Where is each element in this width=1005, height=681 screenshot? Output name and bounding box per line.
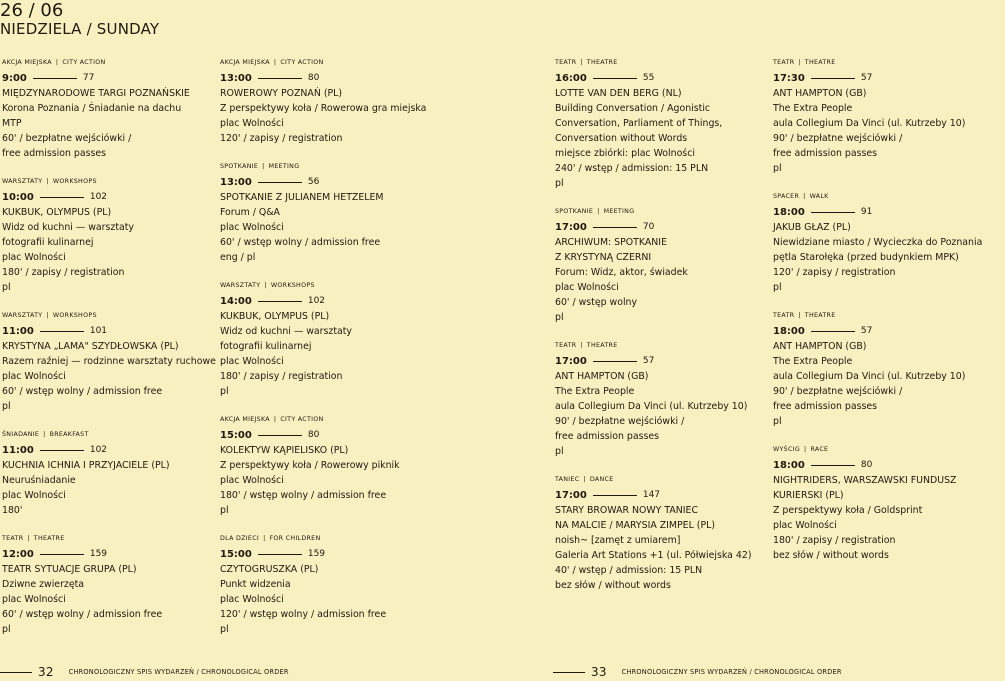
event-line: bez słów / without words (555, 580, 671, 591)
event-gap (220, 518, 452, 533)
event-line: 180' / zapisy / registration (2, 267, 125, 278)
page-header (0, 0, 159, 37)
event-line: pl (773, 163, 782, 174)
event-time-row (555, 220, 787, 235)
event-time: 17:00 (555, 222, 587, 233)
category-pl: TEATR (2, 535, 24, 542)
event-line: Widz od kuchni — warsztaty (220, 326, 352, 337)
event-line: free admission passes (555, 431, 660, 442)
footer-title: CHRONOLOGICZNY SPIS WYDARZEŃ / CHRONOLOGICAL ORDER (68, 668, 289, 676)
category-en: WORKSHOPS (52, 178, 97, 185)
event-line: pl (220, 386, 229, 397)
event-time-row (220, 175, 452, 190)
event-line: 60' / wstęp wolny / admission free (2, 386, 163, 397)
category-separator: | (273, 416, 277, 423)
category-pl: TANIEC (555, 476, 580, 483)
footer-rule (0, 672, 32, 673)
category-pl: SPACER (773, 193, 800, 200)
event-number: 77 (82, 73, 95, 83)
event-line: free admission passes (773, 401, 878, 412)
event-category (2, 533, 234, 547)
event-gap (773, 176, 1005, 191)
event-line: Forum / Q&A (220, 207, 280, 218)
event-line: plac Wolności (773, 520, 837, 531)
event-line: The Extra People (555, 386, 635, 397)
event-line: pl (555, 178, 564, 189)
time-dash (33, 78, 77, 79)
event-line: Z perspektywy koła / Rowerowy piknik (220, 460, 400, 471)
category-en: MEETING (268, 163, 300, 170)
event-line: plac Wolności (220, 594, 284, 605)
event-line: 60' / wstęp wolny (555, 297, 638, 308)
event-category (220, 533, 452, 547)
time-dash (258, 554, 302, 555)
event-line: free admission passes (773, 148, 878, 159)
event-time-row (773, 458, 1005, 473)
event-line: Z KRYSTYNĄ CZERNI (555, 252, 652, 263)
event-category (2, 429, 234, 443)
event-time: 17:30 (773, 73, 805, 84)
event-time-row (2, 547, 234, 562)
event-line: CZYTOGRUSZKA (PL) (220, 564, 319, 575)
event-time-row (220, 294, 452, 309)
time-dash (40, 331, 84, 332)
event-gap (773, 295, 1005, 310)
event-line: SPOTKANIE Z JULIANEM HETZELEM (220, 192, 384, 203)
category-pl: DLA DZIECI (220, 535, 260, 542)
event-time: 13:00 (220, 73, 252, 84)
event-line: NIGHTRIDERS, WARSZAWSKI FUNDUSZ (773, 475, 957, 486)
event-line: LOTTE VAN DEN BERG (NL) (555, 88, 682, 99)
event-line: plac Wolności (2, 252, 66, 263)
event-line: bez słów / without words (773, 550, 889, 561)
time-dash (40, 554, 84, 555)
event-line: 90' / bezpłatne wejściówki / (555, 416, 685, 427)
event-time: 11:00 (2, 445, 34, 456)
event-line: Widz od kuchni — warsztaty (2, 222, 134, 233)
event-line: pl (220, 624, 229, 635)
event-line: ANT HAMPTON (GB) (773, 341, 867, 352)
event-line: KUCHNIA ICHNIA I PRZYJACIELE (PL) (2, 460, 170, 471)
event-line: pl (2, 624, 11, 635)
category-separator: | (263, 535, 266, 542)
event-line: KUKBUK, OLYMPUS (PL) (220, 311, 330, 322)
category-en: WORKSHOPS (270, 282, 315, 289)
event-gap (220, 265, 452, 280)
event-line: MIĘDZYNARODOWE TARGI POZNAŃSKIE (2, 88, 190, 99)
event-line: MTP (2, 118, 22, 129)
category-pl: TEATR (555, 342, 577, 349)
event-number: 91 (860, 207, 873, 217)
time-dash (811, 212, 855, 213)
category-separator: | (580, 59, 583, 66)
time-dash (811, 78, 855, 79)
category-pl: WARSZTATY (220, 282, 261, 289)
event-time-row (2, 443, 234, 458)
schedule-column-3 (555, 57, 787, 593)
event-number: 159 (307, 549, 326, 559)
time-dash (811, 331, 855, 332)
category-separator: | (262, 163, 265, 170)
schedule-column-1 (2, 57, 234, 637)
event-line: Z perspektywy koła / Rowerowa gra miejska (220, 103, 427, 114)
event-time: 13:00 (220, 177, 252, 188)
event-time: 17:00 (555, 356, 587, 367)
event-line: 180' (2, 505, 23, 516)
event-time-row (220, 428, 452, 443)
event-category (773, 310, 1005, 324)
event-line: Korona Poznania / Śniadanie na dachu (2, 103, 182, 114)
event-category (220, 280, 452, 294)
event-line: pętla Starołęka (przed budynkiem MPK) (773, 252, 959, 263)
event-line: 90' / bezpłatne wejściówki / (773, 386, 903, 397)
event-line: fotografii kulinarnej (2, 237, 94, 248)
category-en: FOR CHILDREN (269, 535, 321, 542)
event-category (773, 444, 1005, 458)
event-time: 18:00 (773, 207, 805, 218)
category-separator: | (580, 342, 583, 349)
event-time: 10:00 (2, 192, 34, 203)
event-number: 102 (89, 192, 108, 202)
event-category (2, 310, 234, 324)
event-line: aula Collegium Da Vinci (ul. Kutrzeby 10) (773, 118, 966, 129)
event-line: Building Conversation / Agonistic (555, 103, 711, 114)
event-line: 90' / bezpłatne wejściówki / (773, 133, 903, 144)
footer-rule (553, 672, 585, 673)
event-time: 9:00 (2, 73, 27, 84)
event-line: aula Collegium Da Vinci (ul. Kutrzeby 10) (773, 371, 966, 382)
event-line: pl (2, 282, 11, 293)
event-number: 102 (89, 445, 108, 455)
event-line: plac Wolności (220, 222, 284, 233)
category-pl: AKCJA MIEJSKA (220, 416, 270, 423)
time-dash (258, 78, 302, 79)
category-separator: | (27, 535, 30, 542)
event-line: NA MALCIE / MARYSIA ZIMPEL (PL) (555, 520, 715, 531)
event-number: 80 (307, 430, 320, 440)
event-gap (2, 295, 234, 310)
category-pl: AKCJA MIEJSKA (2, 59, 52, 66)
event-category (555, 57, 787, 71)
event-time-row (773, 324, 1005, 339)
event-number: 55 (642, 73, 655, 83)
event-gap (220, 146, 452, 161)
event-line: plac Wolności (2, 490, 66, 501)
category-en: THEATRE (586, 59, 618, 66)
category-pl: WARSZTATY (2, 178, 43, 185)
event-line: 180' / wstęp wolny / admission free (220, 490, 387, 501)
event-line: Dziwne zwierzęta (2, 579, 85, 590)
event-gap (773, 429, 1005, 444)
category-pl: AKCJA MIEJSKA (220, 59, 270, 66)
event-gap (2, 414, 234, 429)
category-separator: | (583, 476, 586, 483)
event-category (220, 161, 452, 175)
time-dash (593, 78, 637, 79)
event-category (2, 57, 234, 71)
event-gap (220, 399, 452, 414)
category-pl: ŚNIADANIE (2, 431, 40, 438)
event-line: Razem raźniej — rodzinne warsztaty ruchowe (2, 356, 216, 367)
event-line: noish~ [zamęt z umiarem] (555, 535, 681, 546)
event-line: The Extra People (773, 103, 853, 114)
event-line: plac Wolności (2, 371, 66, 382)
event-time-row (555, 354, 787, 369)
category-pl: TEATR (773, 59, 795, 66)
event-time-row (2, 71, 234, 86)
page-footer-right (553, 664, 842, 680)
event-line: plac Wolności (555, 282, 619, 293)
event-number: 102 (307, 296, 326, 306)
category-separator: | (43, 431, 46, 438)
event-number: 56 (307, 177, 320, 187)
time-dash (258, 435, 302, 436)
category-en: THEATRE (33, 535, 65, 542)
event-line: KURIERSKI (PL) (773, 490, 844, 501)
category-separator: | (46, 312, 49, 319)
event-gap (2, 518, 234, 533)
event-line: pl (773, 416, 782, 427)
event-line: STARY BROWAR NOWY TANIEC (555, 505, 698, 516)
event-time: 17:00 (555, 490, 587, 501)
category-en: CITY ACTION (280, 59, 324, 66)
time-dash (811, 465, 855, 466)
category-pl: WARSZTATY (2, 312, 43, 319)
event-line: Conversation without Words (555, 133, 688, 144)
category-pl: TEATR (555, 59, 577, 66)
event-line: TEATR SYTUACJE GRUPA (PL) (2, 564, 137, 575)
category-en: THEATRE (804, 59, 836, 66)
event-number: 80 (860, 460, 873, 470)
category-en: THEATRE (586, 342, 618, 349)
event-line: ARCHIWUM: SPOTKANIE (555, 237, 667, 248)
event-line: pl (2, 401, 11, 412)
page-number: 33 (591, 665, 607, 679)
day-heading: NIEDZIELA / SUNDAY (0, 20, 160, 38)
event-line: Galeria Art Stations +1 (ul. Półwiejska 42) (555, 550, 752, 561)
event-line: 60' / bezpłatne wejściówki / (2, 133, 132, 144)
event-category (555, 474, 787, 488)
event-number: 57 (860, 73, 873, 83)
event-line: 40' / wstęp / admission: 15 PLN (555, 565, 703, 576)
event-line: 240' / wstęp / admission: 15 PLN (555, 163, 709, 174)
event-number: 57 (642, 356, 655, 366)
event-gap (555, 459, 787, 474)
category-pl: SPOTKANIE (555, 208, 594, 215)
event-line: JAKUB GŁAZ (PL) (773, 222, 851, 233)
event-line: ROWEROWY POZNAŃ (PL) (220, 88, 343, 99)
category-separator: | (803, 193, 806, 200)
event-time: 14:00 (220, 296, 252, 307)
event-gap (555, 191, 787, 206)
event-time-row (555, 71, 787, 86)
event-time-row (555, 488, 787, 503)
event-line: plac Wolności (220, 118, 284, 129)
category-en: CITY ACTION (280, 416, 324, 423)
event-category (773, 57, 1005, 71)
category-separator: | (798, 312, 801, 319)
category-en: THEATRE (804, 312, 836, 319)
event-time-row (220, 71, 452, 86)
event-time: 15:00 (220, 430, 252, 441)
event-time: 16:00 (555, 73, 587, 84)
category-en: CITY ACTION (62, 59, 106, 66)
footer-title: CHRONOLOGICZNY SPIS WYDARZEŃ / CHRONOLOGICAL ORDER (621, 668, 842, 676)
event-line: pl (220, 505, 229, 516)
time-dash (258, 301, 302, 302)
event-line: Forum: Widz, aktor, świadek (555, 267, 688, 278)
event-line: pl (555, 312, 564, 323)
category-separator: | (273, 59, 277, 66)
event-line: 60' / wstęp wolny / admission free (2, 609, 163, 620)
event-line: plac Wolności (2, 594, 66, 605)
event-time: 15:00 (220, 549, 252, 560)
event-line: 120' / wstęp wolny / admission free (220, 609, 387, 620)
event-line: ANT HAMPTON (GB) (555, 371, 649, 382)
category-en: WALK (809, 193, 829, 200)
category-separator: | (597, 208, 600, 215)
event-line: Niewidziane miasto / Wycieczka do Poznania (773, 237, 983, 248)
event-time: 12:00 (2, 549, 34, 560)
category-pl: TEATR (773, 312, 795, 319)
event-line: 120' / zapisy / registration (220, 133, 343, 144)
event-time: 11:00 (2, 326, 34, 337)
event-line: 180' / zapisy / registration (773, 535, 896, 546)
category-pl: SPOTKANIE (220, 163, 259, 170)
event-line: Punkt widzenia (220, 579, 291, 590)
event-category (773, 191, 1005, 205)
event-line: fotografii kulinarnej (220, 341, 312, 352)
category-separator: | (264, 282, 267, 289)
category-en: MEETING (603, 208, 635, 215)
event-number: 80 (307, 73, 320, 83)
event-category (555, 340, 787, 354)
page-footer-left (0, 664, 289, 680)
event-line: 120' / zapisy / registration (773, 267, 896, 278)
category-en: BREAKFAST (49, 431, 89, 438)
event-number: 101 (89, 326, 108, 336)
event-number: 70 (642, 222, 655, 232)
time-dash (258, 182, 302, 183)
category-en: WORKSHOPS (52, 312, 97, 319)
category-separator: | (798, 59, 801, 66)
event-line: pl (555, 446, 564, 457)
category-separator: | (55, 59, 59, 66)
event-time-row (2, 324, 234, 339)
event-time-row (2, 190, 234, 205)
category-en: DANCE (589, 476, 614, 483)
time-dash (40, 197, 84, 198)
event-line: 180' / zapisy / registration (220, 371, 343, 382)
event-number: 159 (89, 549, 108, 559)
time-dash (40, 450, 84, 451)
event-line: 60' / wstęp wolny / admission free (220, 237, 381, 248)
event-line: ANT HAMPTON (GB) (773, 88, 867, 99)
event-category (555, 206, 787, 220)
time-dash (593, 361, 637, 362)
event-number: 57 (860, 326, 873, 336)
time-dash (593, 227, 637, 228)
event-line: plac Wolności (220, 475, 284, 486)
event-line: eng / pl (220, 252, 256, 263)
event-category (220, 57, 452, 71)
schedule-column-4 (773, 57, 1005, 563)
category-pl: WYŚCIG (773, 446, 801, 453)
page-number: 32 (38, 665, 54, 679)
event-gap (555, 325, 787, 340)
category-separator: | (46, 178, 49, 185)
event-category (220, 414, 452, 428)
event-line: free admission passes (2, 148, 107, 159)
event-line: Z perspektywy koła / Goldsprint (773, 505, 923, 516)
event-category (2, 176, 234, 190)
event-line: The Extra People (773, 356, 853, 367)
event-line: KOLEKTYW KĄPIELISKO (PL) (220, 445, 349, 456)
event-gap (2, 161, 234, 176)
event-line: miejsce zbiórki: plac Wolności (555, 148, 695, 159)
event-line: plac Wolności (220, 356, 284, 367)
event-number: 147 (642, 490, 661, 500)
event-time: 18:00 (773, 460, 805, 471)
schedule-column-2 (220, 57, 452, 637)
event-line: KRYSTYNA „LAMA" SZYDŁOWSKA (PL) (2, 341, 179, 352)
event-line: Neuruśniadanie (2, 475, 76, 486)
category-separator: | (804, 446, 807, 453)
event-time: 18:00 (773, 326, 805, 337)
time-dash (593, 495, 637, 496)
event-line: Conversation, Parliament of Things, (555, 118, 723, 129)
event-time-row (773, 71, 1005, 86)
event-line: KUKBUK, OLYMPUS (PL) (2, 207, 112, 218)
event-time-row (773, 205, 1005, 220)
category-en: RACE (810, 446, 829, 453)
date-heading: 26 / 06 (0, 0, 64, 21)
event-time-row (220, 547, 452, 562)
event-line: aula Collegium Da Vinci (ul. Kutrzeby 10) (555, 401, 748, 412)
event-line: pl (773, 282, 782, 293)
